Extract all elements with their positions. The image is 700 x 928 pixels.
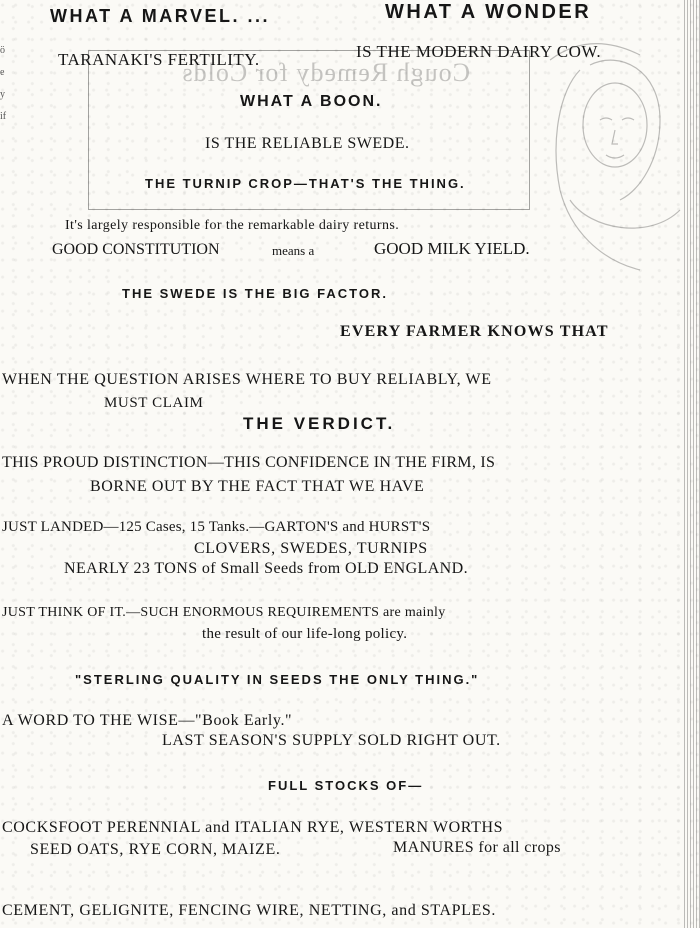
line-reliable-swede: IS THE RELIABLE SWEDE.: [205, 135, 410, 152]
headline-marvel: WHAT A MARVEL. ...: [50, 6, 270, 26]
line-manures: MANURES for all crops: [393, 839, 561, 856]
line-every-farmer: EVERY FARMER KNOWS THAT: [340, 323, 609, 340]
line-just-think: JUST THINK OF IT.—SUCH ENORMOUS REQUIREMENTS are mainly: [2, 605, 446, 620]
line-dairy-cow: IS THE MODERN DAIRY COW.: [356, 42, 602, 61]
line-just-landed: JUST LANDED—125 Cases, 15 Tanks.—GARTON'S and HURST'S: [2, 519, 431, 535]
left-margin-fragments: [0, 40, 14, 220]
headline-full-stocks: FULL STOCKS OF—: [268, 778, 424, 793]
line-good-constitution: GOOD CONSTITUTION: [52, 241, 220, 258]
line-cocksfoot: COCKSFOOT PERENNIAL and ITALIAN RYE, WESTERN WORTHS: [2, 819, 504, 836]
line-taranaki: TARANAKI'S FERTILITY.: [58, 50, 260, 69]
bleed-through-portrait: [520, 30, 690, 290]
line-proud-distinction: THIS PROUD DISTINCTION—THIS CONFIDENCE IN THE FIRM, IS: [2, 454, 496, 471]
line-largely-responsible: It's largely responsible for the remarkable dairy returns.: [65, 218, 400, 233]
line-means-a: means a: [272, 243, 315, 258]
headline-boon: WHAT A BOON.: [240, 93, 383, 110]
margin-fragment: if: [0, 111, 7, 122]
margin-fragment: e: [0, 67, 5, 78]
line-last-season: LAST SEASON'S SUPPLY SOLD RIGHT OUT.: [162, 732, 501, 749]
headline-turnip-crop: THE TURNIP CROP—THAT'S THE THING.: [145, 176, 466, 191]
margin-fragment: ö: [0, 45, 5, 56]
right-margin-edge: [684, 0, 700, 928]
line-must-claim: MUST CLAIM: [104, 395, 204, 411]
line-seed-oats: SEED OATS, RYE CORN, MAIZE.: [30, 841, 281, 858]
bleed-through-text: Cough Remedy for Colds: [181, 58, 470, 87]
line-life-long-policy: the result of our life-long policy.: [202, 626, 408, 642]
line-clovers-swedes: CLOVERS, SWEDES, TURNIPS: [194, 540, 428, 557]
slogan-sterling-quality: "STERLING QUALITY IN SEEDS THE ONLY THING.": [75, 672, 480, 687]
headline-verdict: THE VERDICT.: [243, 414, 396, 433]
headline-wonder: WHAT A WONDER: [385, 1, 592, 23]
margin-fragment: y: [0, 89, 5, 100]
line-good-milk-yield: GOOD MILK YIELD.: [374, 239, 530, 258]
line-nearly-tons: NEARLY 23 TONS of Small Seeds from OLD ENGLAND.: [64, 560, 468, 577]
line-question-arises: WHEN THE QUESTION ARISES WHERE TO BUY RELIABLY, WE: [2, 371, 492, 388]
line-cement-gelignite: CEMENT, GELIGNITE, FENCING WIRE, NETTING, and STAPLES.: [2, 902, 497, 919]
line-word-to-wise: A WORD TO THE WISE—"Book Early.": [2, 712, 293, 729]
line-borne-out: BORNE OUT BY THE FACT THAT WE HAVE: [90, 478, 425, 495]
headline-big-factor: THE SWEDE IS THE BIG FACTOR.: [122, 286, 388, 301]
